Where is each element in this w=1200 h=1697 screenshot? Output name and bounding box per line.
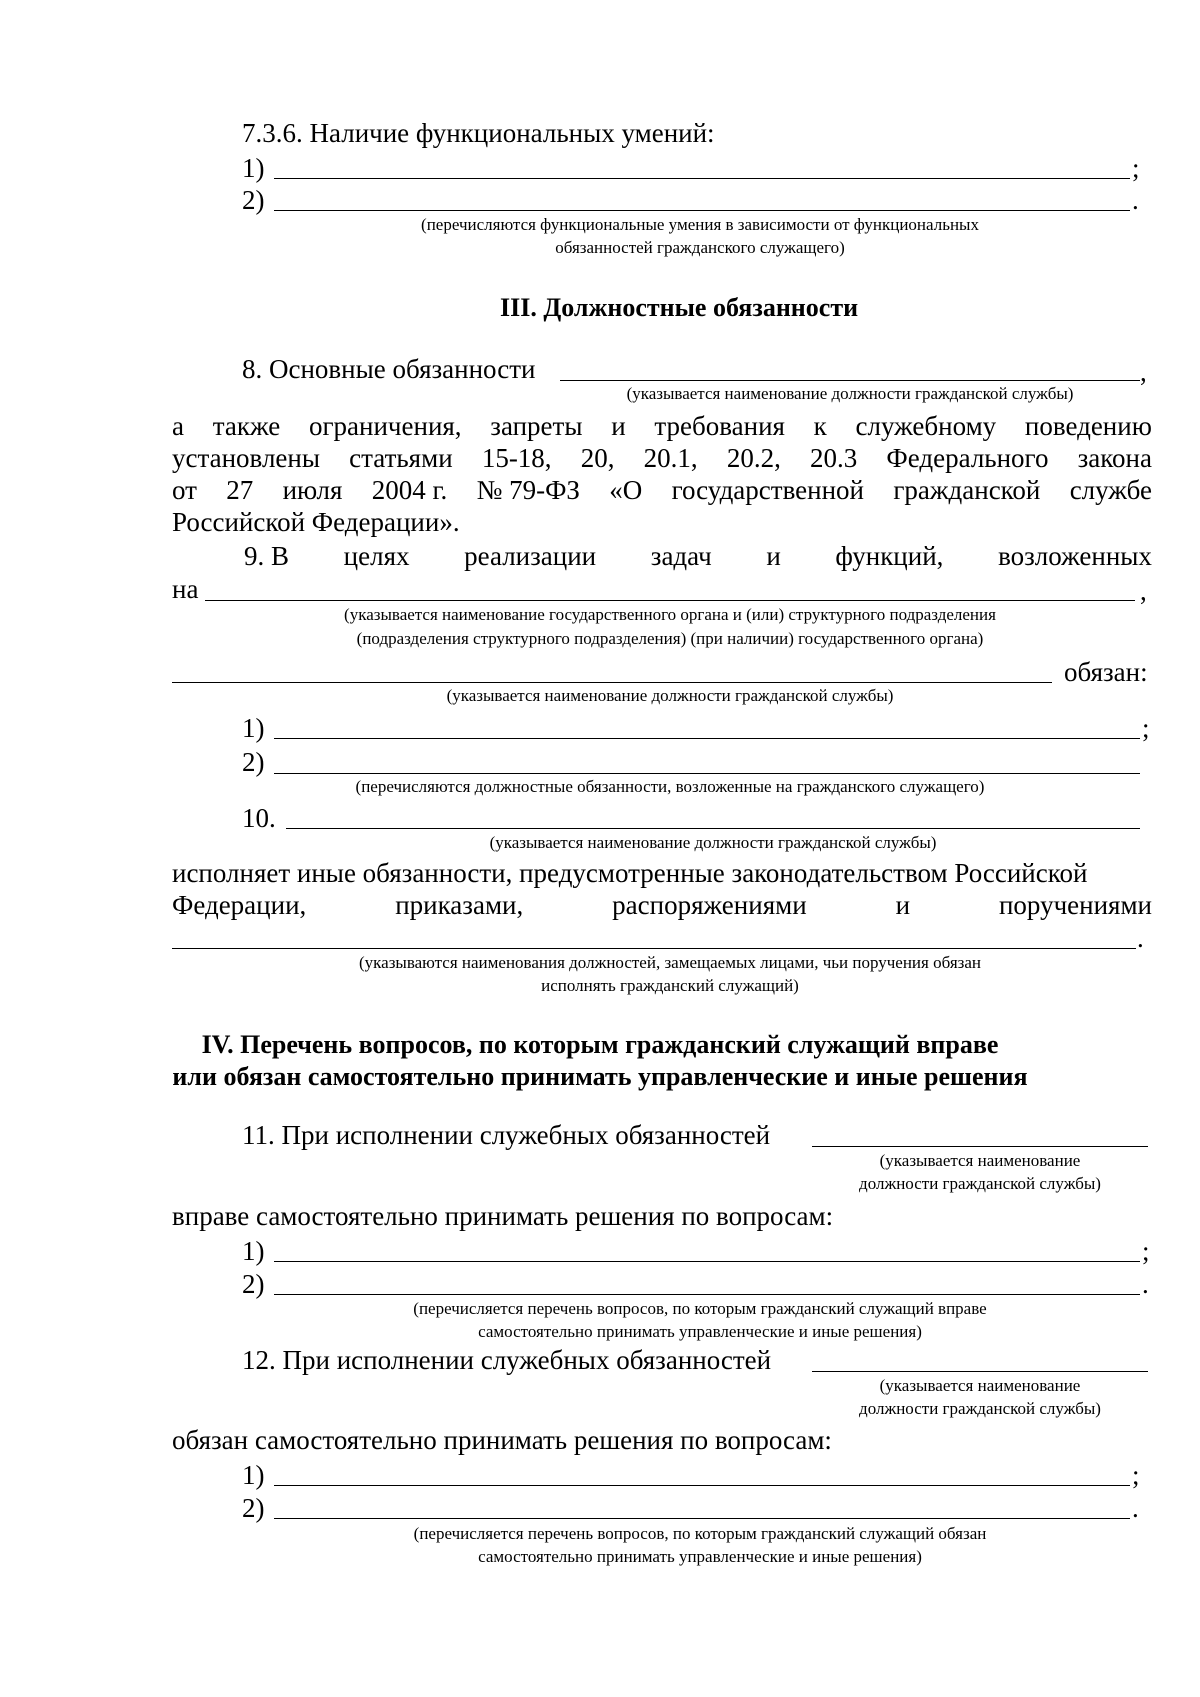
hint-note: (указывается наименование должности гражданской службы) xyxy=(446,686,894,705)
hint-note: исполнять гражданский служащий) xyxy=(541,976,799,995)
hint-note: (указывается наименование государственного органа и (или) структурного подразделения xyxy=(344,605,996,624)
list-number: 2) xyxy=(242,1269,265,1299)
blank-line xyxy=(274,1518,1130,1519)
blank-line xyxy=(205,600,1135,601)
blank-line xyxy=(274,178,1130,179)
section-heading-3: III. Должностные обязанности xyxy=(500,293,859,322)
list-number: 2) xyxy=(242,747,265,777)
blank-line xyxy=(274,1294,1140,1295)
blank-line xyxy=(274,1485,1130,1486)
paragraph-line: Федерации, приказами, распоряжениями и поручениями xyxy=(172,890,1152,920)
list-punct: . xyxy=(1132,1493,1139,1523)
list-punct: ; xyxy=(1142,713,1150,743)
hint-note: (перечисляется перечень вопросов, по которым гражданский служащий обязан xyxy=(413,1524,987,1543)
list-number: 1) xyxy=(242,1460,265,1490)
hint-note: (указывается наименование должности гражданской службы) xyxy=(489,833,937,852)
hint-note: (перечисляются функциональные умения в зависимости от функциональных xyxy=(421,215,979,234)
paragraph-line: обязан самостоятельно принимать решения по вопросам: xyxy=(172,1425,832,1455)
list-punct: . xyxy=(1137,923,1144,953)
hint-note: (перечисляются должностные обязанности, возложенные на гражданского служащего) xyxy=(355,777,985,796)
paragraph-line: вправе самостоятельно принимать решения по вопросам: xyxy=(172,1201,834,1231)
list-number: 2) xyxy=(242,185,265,215)
list-punct: ; xyxy=(1142,1236,1150,1266)
hint-note: (указывается наименование должности гражданской службы) xyxy=(626,384,1074,403)
list-punct: , xyxy=(1140,576,1147,606)
section-heading-4-line1: IV. Перечень вопросов, по которым гражданский служащий вправе xyxy=(201,1030,999,1059)
blank-line xyxy=(274,1261,1140,1262)
list-punct: ; xyxy=(1132,153,1140,183)
paragraph-line: от 27 июля 2004 г. № 79-ФЗ «О государственной гражданской службе xyxy=(172,475,1152,505)
item-9-na: на xyxy=(172,574,199,604)
blank-line xyxy=(812,1146,1148,1147)
paragraph-line: 9. В целях реализации задач и функций, возложенных xyxy=(244,541,1152,571)
paragraph-line: Российской Федерации». xyxy=(172,507,460,537)
hint-note: (указывается наименование xyxy=(879,1151,1081,1170)
hint-note: должности гражданской службы) xyxy=(859,1399,1101,1418)
list-number: 1) xyxy=(242,1236,265,1266)
list-number: 2) xyxy=(242,1493,265,1523)
blank-line xyxy=(274,738,1140,739)
hint-note: (указывается наименование xyxy=(879,1376,1081,1395)
item-7-3-6-title: 7.3.6. Наличие функциональных умений: xyxy=(242,118,715,148)
hint-note: самостоятельно принимать управленческие и иные решения) xyxy=(478,1547,922,1566)
blank-line xyxy=(274,210,1130,211)
blank-line xyxy=(560,380,1140,381)
hint-note: самостоятельно принимать управленческие и иные решения) xyxy=(478,1322,922,1341)
blank-line xyxy=(286,828,1140,829)
list-punct: ; xyxy=(1132,1460,1140,1490)
list-punct: , xyxy=(1140,357,1147,387)
paragraph-line: установлены статьями 15-18, 20, 20.1, 20.2, 20.3 Федерального закона xyxy=(172,443,1152,473)
hint-note: должности гражданской службы) xyxy=(859,1174,1101,1193)
blank-line xyxy=(172,948,1136,949)
item-9-obyazan: обязан: xyxy=(1064,657,1148,687)
section-heading-4-line2: или обязан самостоятельно принимать управленческие и иные решения xyxy=(172,1062,1028,1091)
hint-note: (перечисляется перечень вопросов, по которым гражданский служащий вправе xyxy=(413,1299,987,1318)
paragraph-line: исполняет иные обязанности, предусмотренные законодательством Российской xyxy=(172,858,1088,888)
blank-line xyxy=(172,682,1052,683)
list-number: 1) xyxy=(242,713,265,743)
blank-line xyxy=(812,1371,1148,1372)
blank-line xyxy=(274,773,1140,774)
hint-note: обязанностей гражданского служащего) xyxy=(555,238,845,257)
list-punct: . xyxy=(1142,1269,1149,1299)
paragraph-line: а также ограничения, запреты и требования к служебному поведению xyxy=(172,411,1152,441)
item-12-label: 12. При исполнении служебных обязанностей xyxy=(242,1345,772,1375)
list-number: 1) xyxy=(242,153,265,183)
item-10-label: 10. xyxy=(242,803,276,833)
hint-note: (подразделения структурного подразделения) (при наличии) государственного органа) xyxy=(356,629,984,648)
list-punct: . xyxy=(1132,185,1139,215)
item-11-label: 11. При исполнении служебных обязанностей xyxy=(242,1120,771,1150)
hint-note: (указываются наименования должностей, замещаемых лицами, чьи поручения обязан xyxy=(358,953,981,972)
item-8-label: 8. Основные обязанности xyxy=(242,354,536,384)
